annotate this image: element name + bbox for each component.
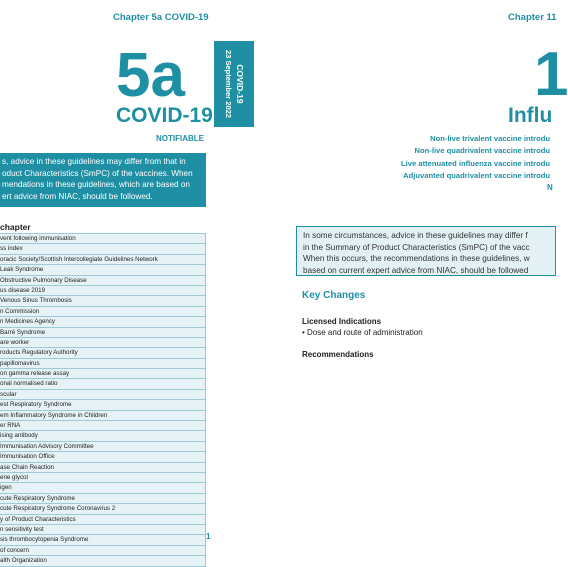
abbreviations-table	[0, 233, 206, 567]
abbreviations-heading: chapter	[0, 222, 31, 232]
notifiable-label: N	[547, 183, 553, 192]
subtitle-line: Adjuvanted quadrivalent vaccine introdu	[403, 170, 550, 180]
table-row: ene glycol	[0, 473, 206, 483]
band-vertical-text	[222, 50, 246, 118]
chapter-header: Chapter 5a COVID-19	[113, 12, 209, 23]
bullet-item: • Dose and route of administration	[302, 328, 423, 337]
table-row: alth Organization	[0, 556, 206, 566]
table-row: Leak Syndrome	[0, 265, 206, 275]
table-row: est Respiratory Syndrome	[0, 400, 206, 410]
table-row: onal normalised ratio	[0, 379, 206, 389]
chapter-date-band	[214, 41, 254, 127]
table-row: roducts Regulatory Authority	[0, 348, 206, 358]
table-row: ase Chain Reaction	[0, 463, 206, 473]
notice-line: s, advice in these guidelines may differ from that in	[2, 157, 186, 166]
table-row: Immunisation Advisory Committee	[0, 442, 206, 452]
table-row: on gamma release assay	[0, 369, 206, 379]
advice-notice-box	[0, 153, 206, 207]
table-row: Barré Syndrome	[0, 328, 206, 338]
key-changes-heading: Key Changes	[302, 290, 366, 301]
subtitle-line: Live attenuated influenza vaccine introdu	[401, 158, 550, 168]
notice-line: based on current expert advice from NIAC, should be followed	[303, 265, 529, 275]
notice-line: ert advice from NIAC, should be followed.	[2, 191, 153, 201]
table-row: are worker	[0, 338, 206, 348]
table-row: er RNA	[0, 421, 206, 431]
vaccine-introduction-list	[401, 133, 550, 182]
notice-line: in the Summary of Product Characteristics (SmPC) of the vacc	[303, 242, 530, 252]
table-row: Obstructive Pulmonary Disease	[0, 276, 206, 286]
right-page	[276, 0, 568, 550]
table-row: of concern	[0, 546, 206, 556]
table-row: em Inflammatory Syndrome in Children	[0, 411, 206, 421]
band-title: COVID-19	[235, 64, 245, 104]
recommendations-label: Recommendations	[302, 350, 374, 359]
table-row: n sensitivity test	[0, 525, 206, 535]
table-row: n Commission	[0, 307, 206, 317]
table-row: igen	[0, 483, 206, 493]
subtitle-line: Non-live quadrivalent vaccine introdu	[414, 146, 550, 156]
advice-notice-box	[296, 226, 556, 276]
table-row: ising antibody	[0, 431, 206, 441]
page-number: 1	[206, 532, 211, 541]
left-page	[0, 0, 262, 565]
licensed-indications-label: Licensed Indications	[302, 317, 382, 326]
table-row: cute Respiratory Syndrome	[0, 494, 206, 504]
chapter-header: Chapter 11	[508, 12, 557, 23]
notice-line: In some circumstances, advice in these guidelines may differ f	[303, 231, 528, 240]
table-row: scular	[0, 390, 206, 400]
table-row: papillomavirus	[0, 359, 206, 369]
notifiable-label: NOTIFIABLE	[156, 134, 204, 143]
table-row: n Medicines Agency	[0, 317, 206, 327]
chapter-number: 1	[534, 40, 568, 109]
chapter-number: 5a	[116, 41, 185, 110]
chapter-title: COVID-19	[116, 104, 213, 127]
table-row: Venous Sinus Thrombosis	[0, 296, 206, 306]
table-row: Immunisation Office	[0, 452, 206, 462]
table-row: oracic Society/Scottish Intercollegiate Guidelines Network	[0, 255, 206, 265]
notice-line: When this occurs, the recommendations in these guidelines, w	[303, 254, 530, 263]
notice-line: mendations in these guidelines, which are based on	[2, 180, 190, 189]
table-row: ss index	[0, 244, 206, 254]
table-row: cute Respiratory Syndrome Coronavirus 2	[0, 504, 206, 514]
table-row: vent following immunisation	[0, 234, 206, 244]
table-row: y of Product Characteristics	[0, 515, 206, 525]
notice-line: oduct Characteristics (SmPC) of the vaccines. When	[2, 168, 193, 178]
band-date: 23 September 2022	[224, 50, 233, 118]
table-row: us disease 2019	[0, 286, 206, 296]
chapter-title: Influ	[508, 104, 553, 127]
table-row: sis thrombocytopenia Syndrome	[0, 535, 206, 545]
subtitle-line: Non-live trivalent vaccine introdu	[430, 134, 550, 143]
